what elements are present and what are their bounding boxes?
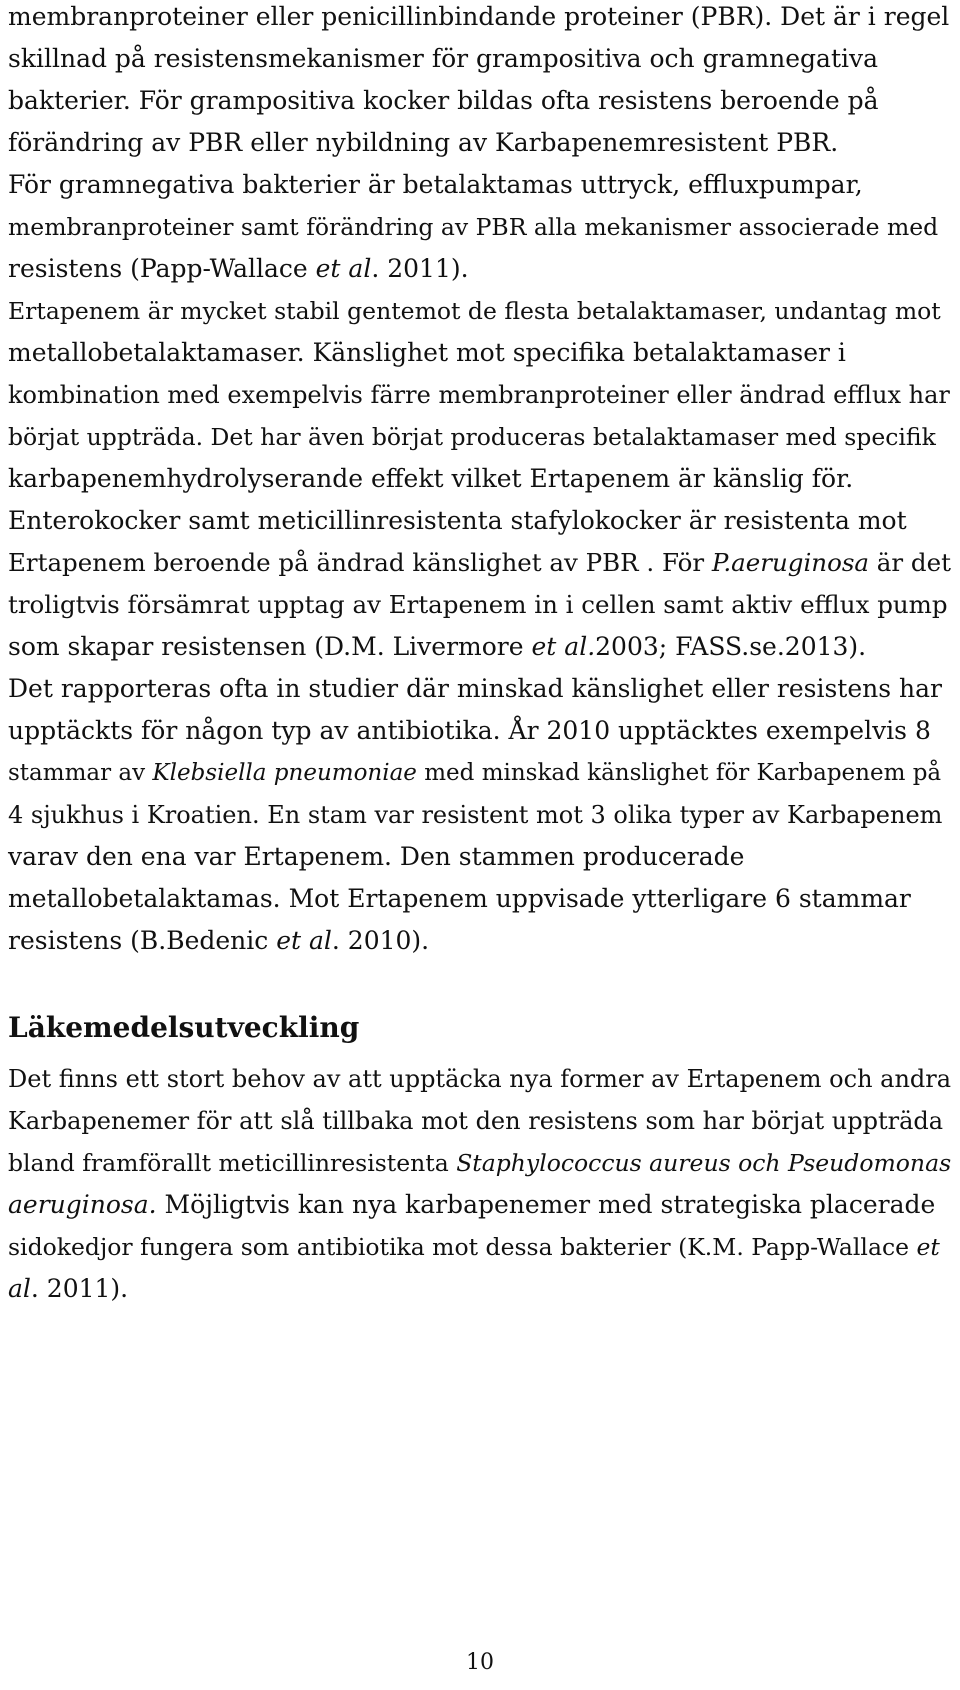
text-line: skillnad på resistensmekanismer för grampositiva och gramnegativa [8,44,879,73]
text-line: metallobetalaktamas. Mot Ertapenem uppvisade ytterligare 6 stammar [8,884,911,913]
text-line: Det finns ett stort behov av att upptäcka nya former av Ertapenem och andra [8,1065,952,1093]
text-line: För gramnegativa bakterier är betalaktamas uttryck, effluxpumpar, [8,170,863,199]
text-line: metallobetalaktamaser. Känslighet mot specifika betalaktamaser i [8,338,846,367]
text-line: Ertapenem är mycket stabil gentemot de flesta betalaktamaser, undantag mot [8,297,941,325]
text-line: karbapenemhydrolyserande effekt vilket Ertapenem är känslig för. [8,464,854,493]
text-line: Det rapporteras ofta in studier där minskad känslighet eller resistens har [8,674,942,703]
text-line: membranproteiner eller penicillinbindande proteiner (PBR). Det är i regel [8,2,950,31]
text-line: varav den ena var Ertapenem. Den stammen producerade [8,842,745,871]
text-line: som skapar resistensen (D.M. Livermore et al.2003; FASS.se.2013). [8,632,867,661]
text-line: al. 2011). [8,1274,129,1303]
text-line: stammar av Klebsiella pneumoniae med minskad känslighet för Karbapenem på [8,760,942,786]
text-line: resistens (B.Bedenic et al. 2010). [8,926,430,955]
text-line: bakterier. För grampositiva kocker bildas ofta resistens beroende på [8,86,879,115]
text-line: 4 sjukhus i Kroatien. En stam var resistent mot 3 olika typer av Karbapenem [8,801,943,829]
text-line: förändring av PBR eller nybildning av Karbapenemresistent PBR. [8,128,839,157]
text-line: aeruginosa. Möjligtvis kan nya karbapenemer med strategiska placerade [8,1190,936,1219]
text-line: Karbapenemer för att slå tillbaka mot den resistens som har börjat uppträda [8,1107,944,1135]
text-line: resistens (Papp-Wallace et al. 2011). [8,254,469,283]
page-number: 10 [466,1650,494,1675]
text-line: membranproteiner samt förändring av PBR alla mekanismer associerade med [8,213,939,241]
text-line: troligtvis försämrat upptag av Ertapenem in i cellen samt aktiv efflux pump [8,590,948,619]
text-line: bland framförallt meticillinresistenta Staphylococcus aureus och Pseudomonas [8,1149,952,1177]
text-line: börjat uppträda. Det har även börjat produceras betalaktamaser med specifik [8,423,936,451]
text-line: sidokedjor fungera som antibiotika mot dessa bakterier (K.M. Papp-Wallace et [8,1233,940,1261]
section-heading: Läkemedelsutveckling [8,1011,360,1044]
text-line: Ertapenem beroende på ändrad känslighet av PBR . För P.aeruginosa är det [8,548,951,577]
text-line: Enterokocker samt meticillinresistenta stafylokocker är resistenta mot [8,506,907,535]
text-line: upptäckts för någon typ av antibiotika. År 2010 upptäcktes exempelvis 8 [8,716,931,745]
text-line: kombination med exempelvis färre membranproteiner eller ändrad efflux har [8,381,950,409]
